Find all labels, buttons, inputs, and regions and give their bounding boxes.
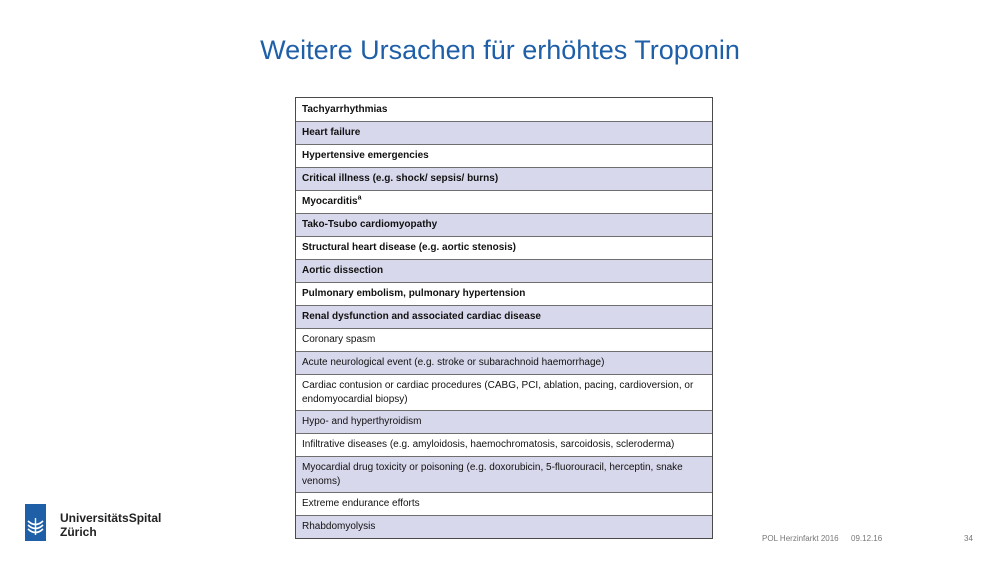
table-cell: Myocarditis$^a$ <box>302 194 362 207</box>
table-row <box>296 282 712 305</box>
table-cell: Hypertensive emergencies <box>302 150 429 161</box>
page-number: 34 <box>964 534 973 543</box>
table-row <box>296 98 712 121</box>
footer-event: POL Herzinfarkt 2016 <box>762 534 839 543</box>
table-row <box>296 305 712 328</box>
table-cell: Heart failure <box>302 127 361 138</box>
table-cell: Cardiac contusion or cardiac procedures (CABG, PCI, ablation, pacing, cardioversion, or endomyocardial biopsy) <box>302 379 694 405</box>
table-cell: Hypo- and hyperthyroidism <box>302 416 422 427</box>
table-row <box>296 492 712 515</box>
table-cell: Acute neurological event (e.g. stroke or subarachnoid haemorrhage) <box>302 357 605 368</box>
footnote-marker: a <box>357 194 362 202</box>
table-row <box>296 351 712 374</box>
logo-line-2: Zürich <box>60 525 97 539</box>
table-cell: Pulmonary embolism, pulmonary hypertension <box>302 288 526 299</box>
table-cell: Aortic dissection <box>302 265 384 276</box>
table-cell: Critical illness (e.g. shock/ sepsis/ burns) <box>302 173 499 184</box>
table-cell: Infiltrative diseases (e.g. amyloidosis, haemochromatosis, sarcoidosis, scleroderma) <box>302 439 675 450</box>
table-row <box>296 456 712 492</box>
slide-title: Weitere Ursachen für erhöhtes Troponin <box>260 35 740 65</box>
table-cell: Myocardial drug toxicity or poisoning (e.g. doxorubicin, 5-fluorouracil, herceptin, snake venoms) <box>302 461 683 487</box>
table-row <box>296 236 712 259</box>
table-row <box>296 190 712 213</box>
table-row <box>296 144 712 167</box>
footer-date: 09.12.16 <box>851 534 883 543</box>
table-row <box>296 328 712 351</box>
table-row <box>296 515 712 538</box>
university-hospital-logo-icon <box>25 504 46 541</box>
table-row <box>296 167 712 190</box>
table-cell: Tako-Tsubo cardiomyopathy <box>302 219 438 230</box>
table-cell: Tachyarrhythmias <box>302 103 388 115</box>
table-cell: Structural heart disease (e.g. aortic stenosis) <box>302 242 516 253</box>
table-row <box>296 374 712 410</box>
logo-line-1: UniversitätsSpital <box>60 511 162 525</box>
table-row <box>296 259 712 282</box>
table-cell: Extreme endurance efforts <box>302 498 420 509</box>
table-cell: Rhabdomyolysis <box>302 521 376 532</box>
table-row <box>296 410 712 433</box>
table-cell: Renal dysfunction and associated cardiac disease <box>302 311 541 322</box>
logo-wordmark <box>60 511 161 539</box>
table-cell: Coronary spasm <box>302 334 376 345</box>
troponin-causes-table <box>295 97 713 539</box>
table-row <box>296 121 712 144</box>
table-row <box>296 213 712 236</box>
table-row <box>296 433 712 456</box>
